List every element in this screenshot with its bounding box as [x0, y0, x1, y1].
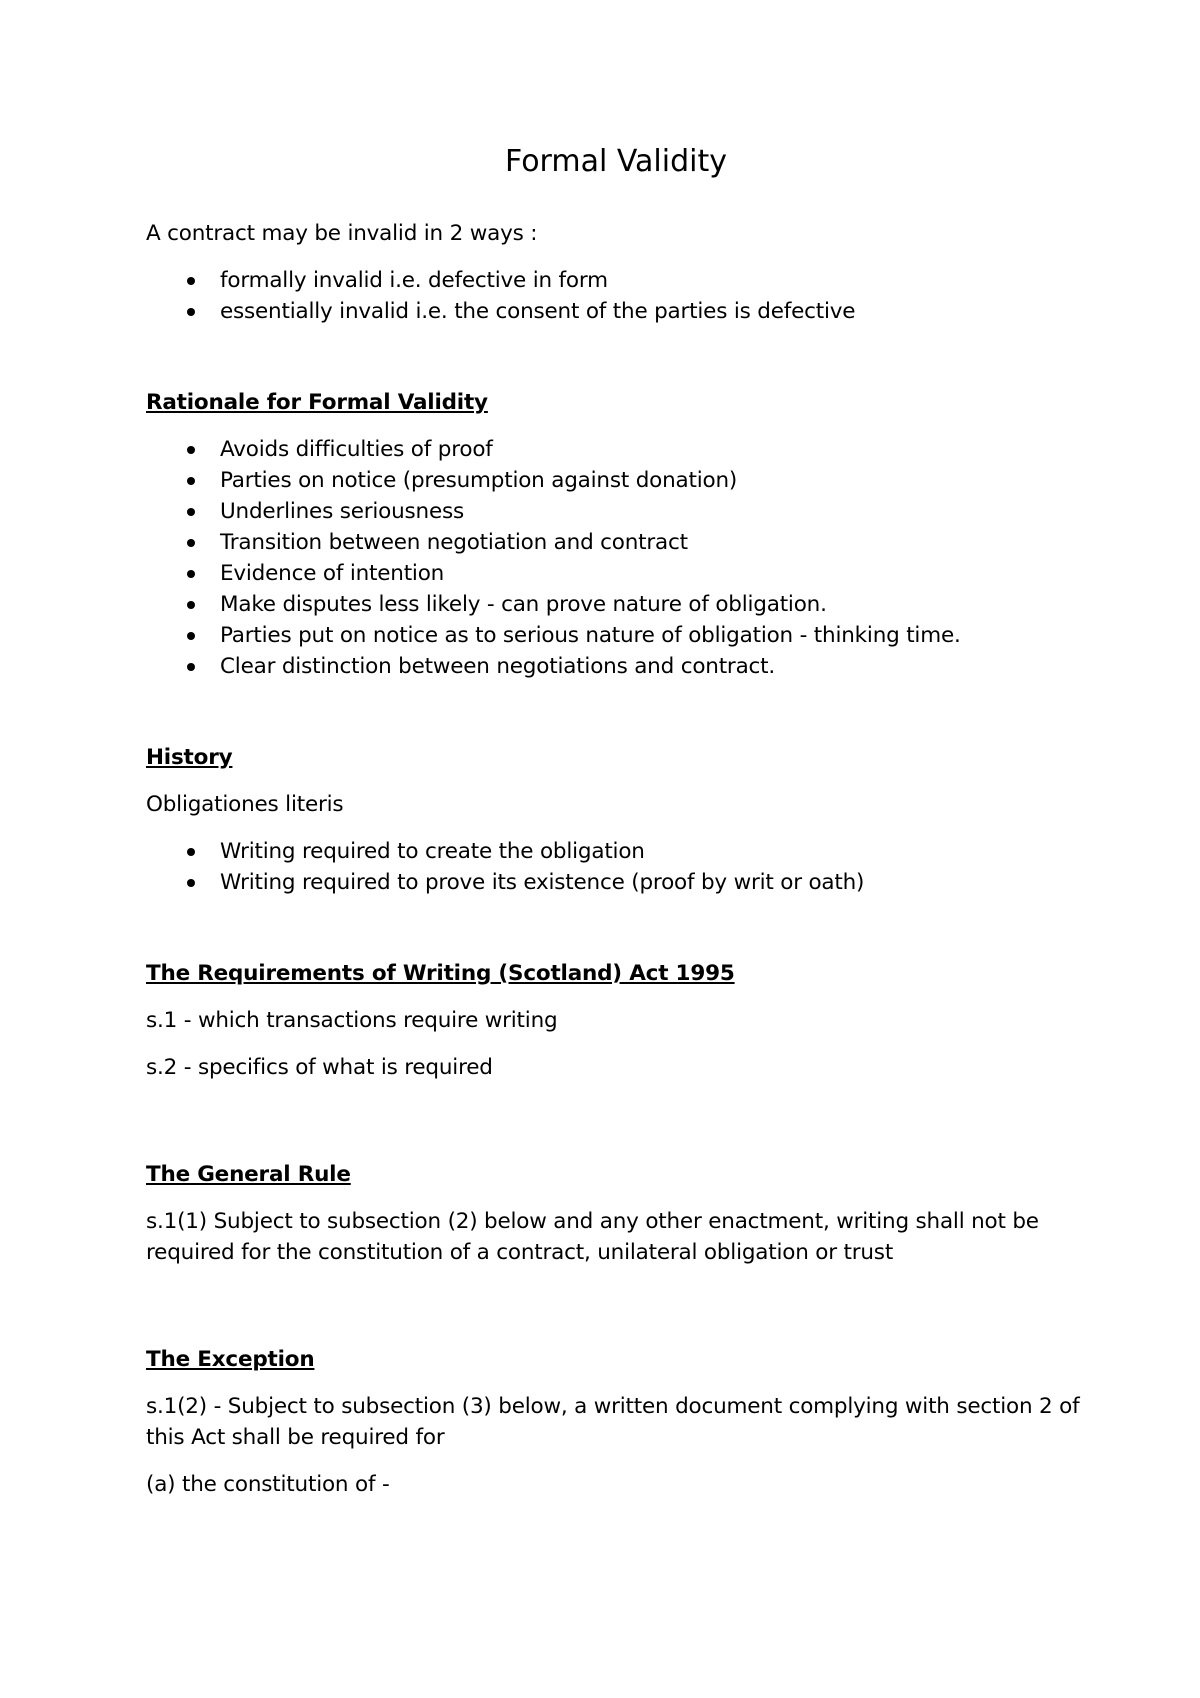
bullet-icon [187, 308, 195, 316]
bullet-icon [187, 508, 195, 516]
act-heading: The Requirements of Writing (Scotland) Act 1995 [146, 961, 735, 986]
history-text: Obligationes literis [146, 792, 344, 817]
list-item: Make disputes less likely - can prove nature of obligation. [146, 589, 1086, 620]
rationale-list [146, 434, 1086, 682]
intro-list [146, 265, 1086, 327]
exception-item-a: (a) the constitution of - [146, 1472, 390, 1497]
history-heading: History [146, 745, 233, 770]
list-item: Avoids difficulties of proof [146, 434, 1086, 465]
page-title: Formal Validity [505, 144, 727, 179]
list-item: Parties put on notice as to serious nature of obligation - thinking time. [146, 620, 1086, 651]
act-s2: s.2 - specifics of what is required [146, 1055, 493, 1080]
list-item: essentially invalid i.e. the consent of the parties is defective [146, 296, 1086, 327]
bullet-icon [187, 848, 195, 856]
general-rule-heading: The General Rule [146, 1162, 351, 1187]
bullet-icon [187, 477, 195, 485]
act-s1: s.1 - which transactions require writing [146, 1008, 558, 1033]
history-list [146, 836, 1086, 898]
bullet-icon [187, 446, 195, 454]
document-body [146, 142, 1086, 1516]
rationale-heading: Rationale for Formal Validity [146, 390, 488, 415]
general-rule-text: s.1(1) Subject to subsection (2) below and any other enactment, writing shall not be required for the constitution of a contract, unilateral obligation or trust [146, 1209, 1039, 1265]
list-item: formally invalid i.e. defective in form [146, 265, 1086, 296]
exception-text: s.1(2) - Subject to subsection (3) below, a written document complying with section 2 of this Act shall be required for [146, 1394, 1080, 1450]
exception-heading: The Exception [146, 1347, 315, 1372]
list-item: Underlines seriousness [146, 496, 1086, 527]
bullet-icon [187, 879, 195, 887]
list-item: Writing required to prove its existence (proof by writ or oath) [146, 867, 1086, 898]
intro-text: A contract may be invalid in 2 ways : [146, 221, 538, 246]
bullet-icon [187, 539, 195, 547]
list-item: Writing required to create the obligation [146, 836, 1086, 867]
list-item: Transition between negotiation and contract [146, 527, 1086, 558]
list-item: Parties on notice (presumption against donation) [146, 465, 1086, 496]
bullet-icon [187, 570, 195, 578]
bullet-icon [187, 601, 195, 609]
bullet-icon [187, 277, 195, 285]
bullet-icon [187, 663, 195, 671]
list-item: Evidence of intention [146, 558, 1086, 589]
list-item: Clear distinction between negotiations and contract. [146, 651, 1086, 682]
bullet-icon [187, 632, 195, 640]
